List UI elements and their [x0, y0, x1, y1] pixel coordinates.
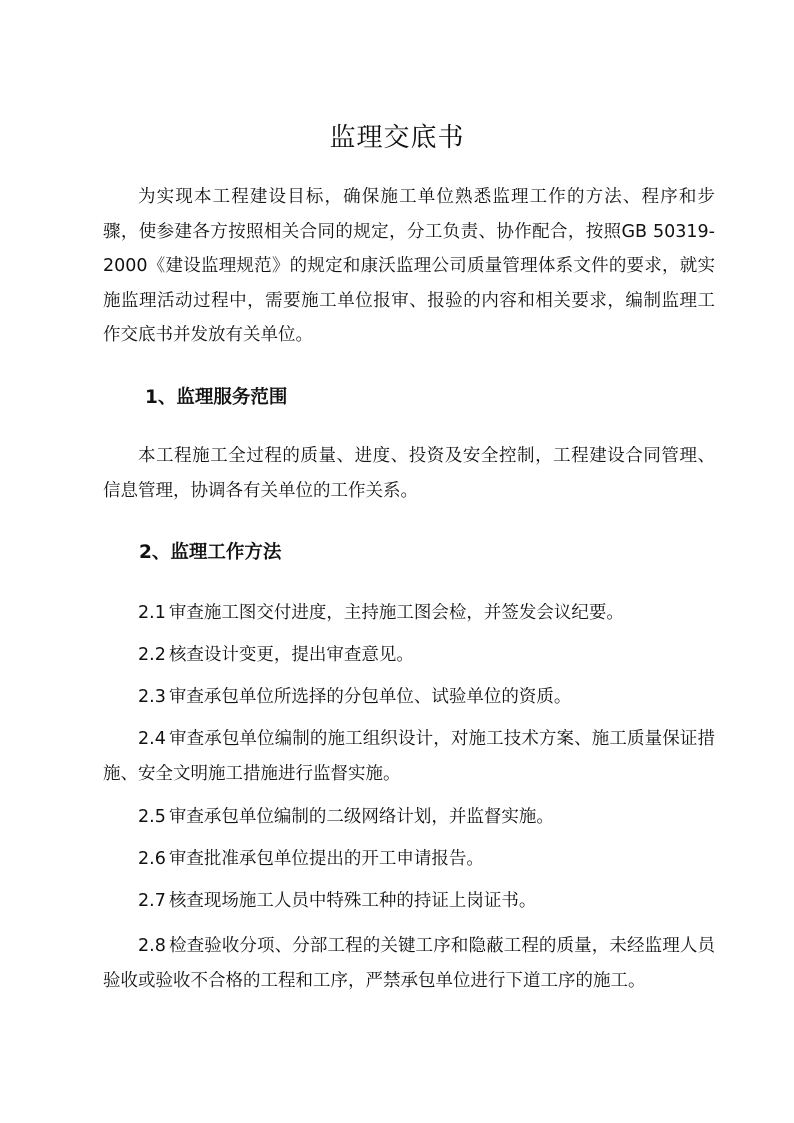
method-item — [103, 596, 715, 631]
intro-paragraph: 为实现本工程建设目标，确保施工单位熟悉监理工作的方法、程序和步骤，使参建各方按照相关合同的规定，分工负责、协作配合，按照GB 50319-2000《建设监理规范》的规定和康沃监理公司质量管理体系文件的要求，就实施监理活动过程中，需要施工单位报审、报验的内容和相关要求，编制监理工作交底书并发放有关单位。 — [103, 187, 715, 345]
method-item — [103, 842, 715, 877]
item-number: 2.4 — [138, 729, 166, 749]
item-text: 审查批准承包单位提出的开工申请报告。 — [168, 849, 484, 869]
item-number: 2.1 — [138, 603, 166, 623]
item-text: 检查验收分项、分部工程的关键工序和隐蔽工程的质量，未经监理人员验收或验收不合格的工程和工序，严禁承包单位进行下道工序的施工。 — [103, 936, 715, 991]
document-title: 监理交底书 — [329, 123, 465, 153]
scope-paragraph: 本工程施工全过程的质量、进度、投资及安全控制，工程建设合同管理、信息管理，协调各有关单位的工作关系。 — [103, 446, 715, 501]
method-item — [103, 722, 715, 791]
item-text: 审查承包单位所选择的分包单位、试验单位的资质。 — [168, 687, 572, 707]
item-text: 核查现场施工人员中特殊工种的持证上岗证书。 — [168, 891, 537, 911]
item-number: 2.3 — [138, 687, 166, 707]
section-heading-methods: 2、监理工作方法 — [139, 542, 282, 563]
item-text: 审查承包单位编制的施工组织设计，对施工技术方案、施工质量保证措施、安全文明施工措施进行监督实施。 — [103, 729, 715, 784]
method-item — [103, 800, 715, 835]
item-text: 核查设计变更，提出审查意见。 — [168, 645, 414, 665]
item-number: 2.8 — [138, 936, 166, 956]
item-number: 2.5 — [138, 807, 166, 827]
method-item — [103, 884, 715, 919]
item-number: 2.7 — [138, 891, 166, 911]
item-number: 2.6 — [138, 849, 166, 869]
method-item — [103, 680, 715, 715]
section-heading-scope: 1、监理服务范围 — [145, 387, 288, 408]
method-item — [103, 638, 715, 673]
item-text: 审查施工图交付进度，主持施工图会检，并签发会议纪要。 — [168, 603, 624, 623]
item-number: 2.2 — [138, 645, 166, 665]
item-text: 审查承包单位编制的二级网络计划，并监督实施。 — [168, 807, 554, 827]
method-item — [103, 929, 715, 998]
